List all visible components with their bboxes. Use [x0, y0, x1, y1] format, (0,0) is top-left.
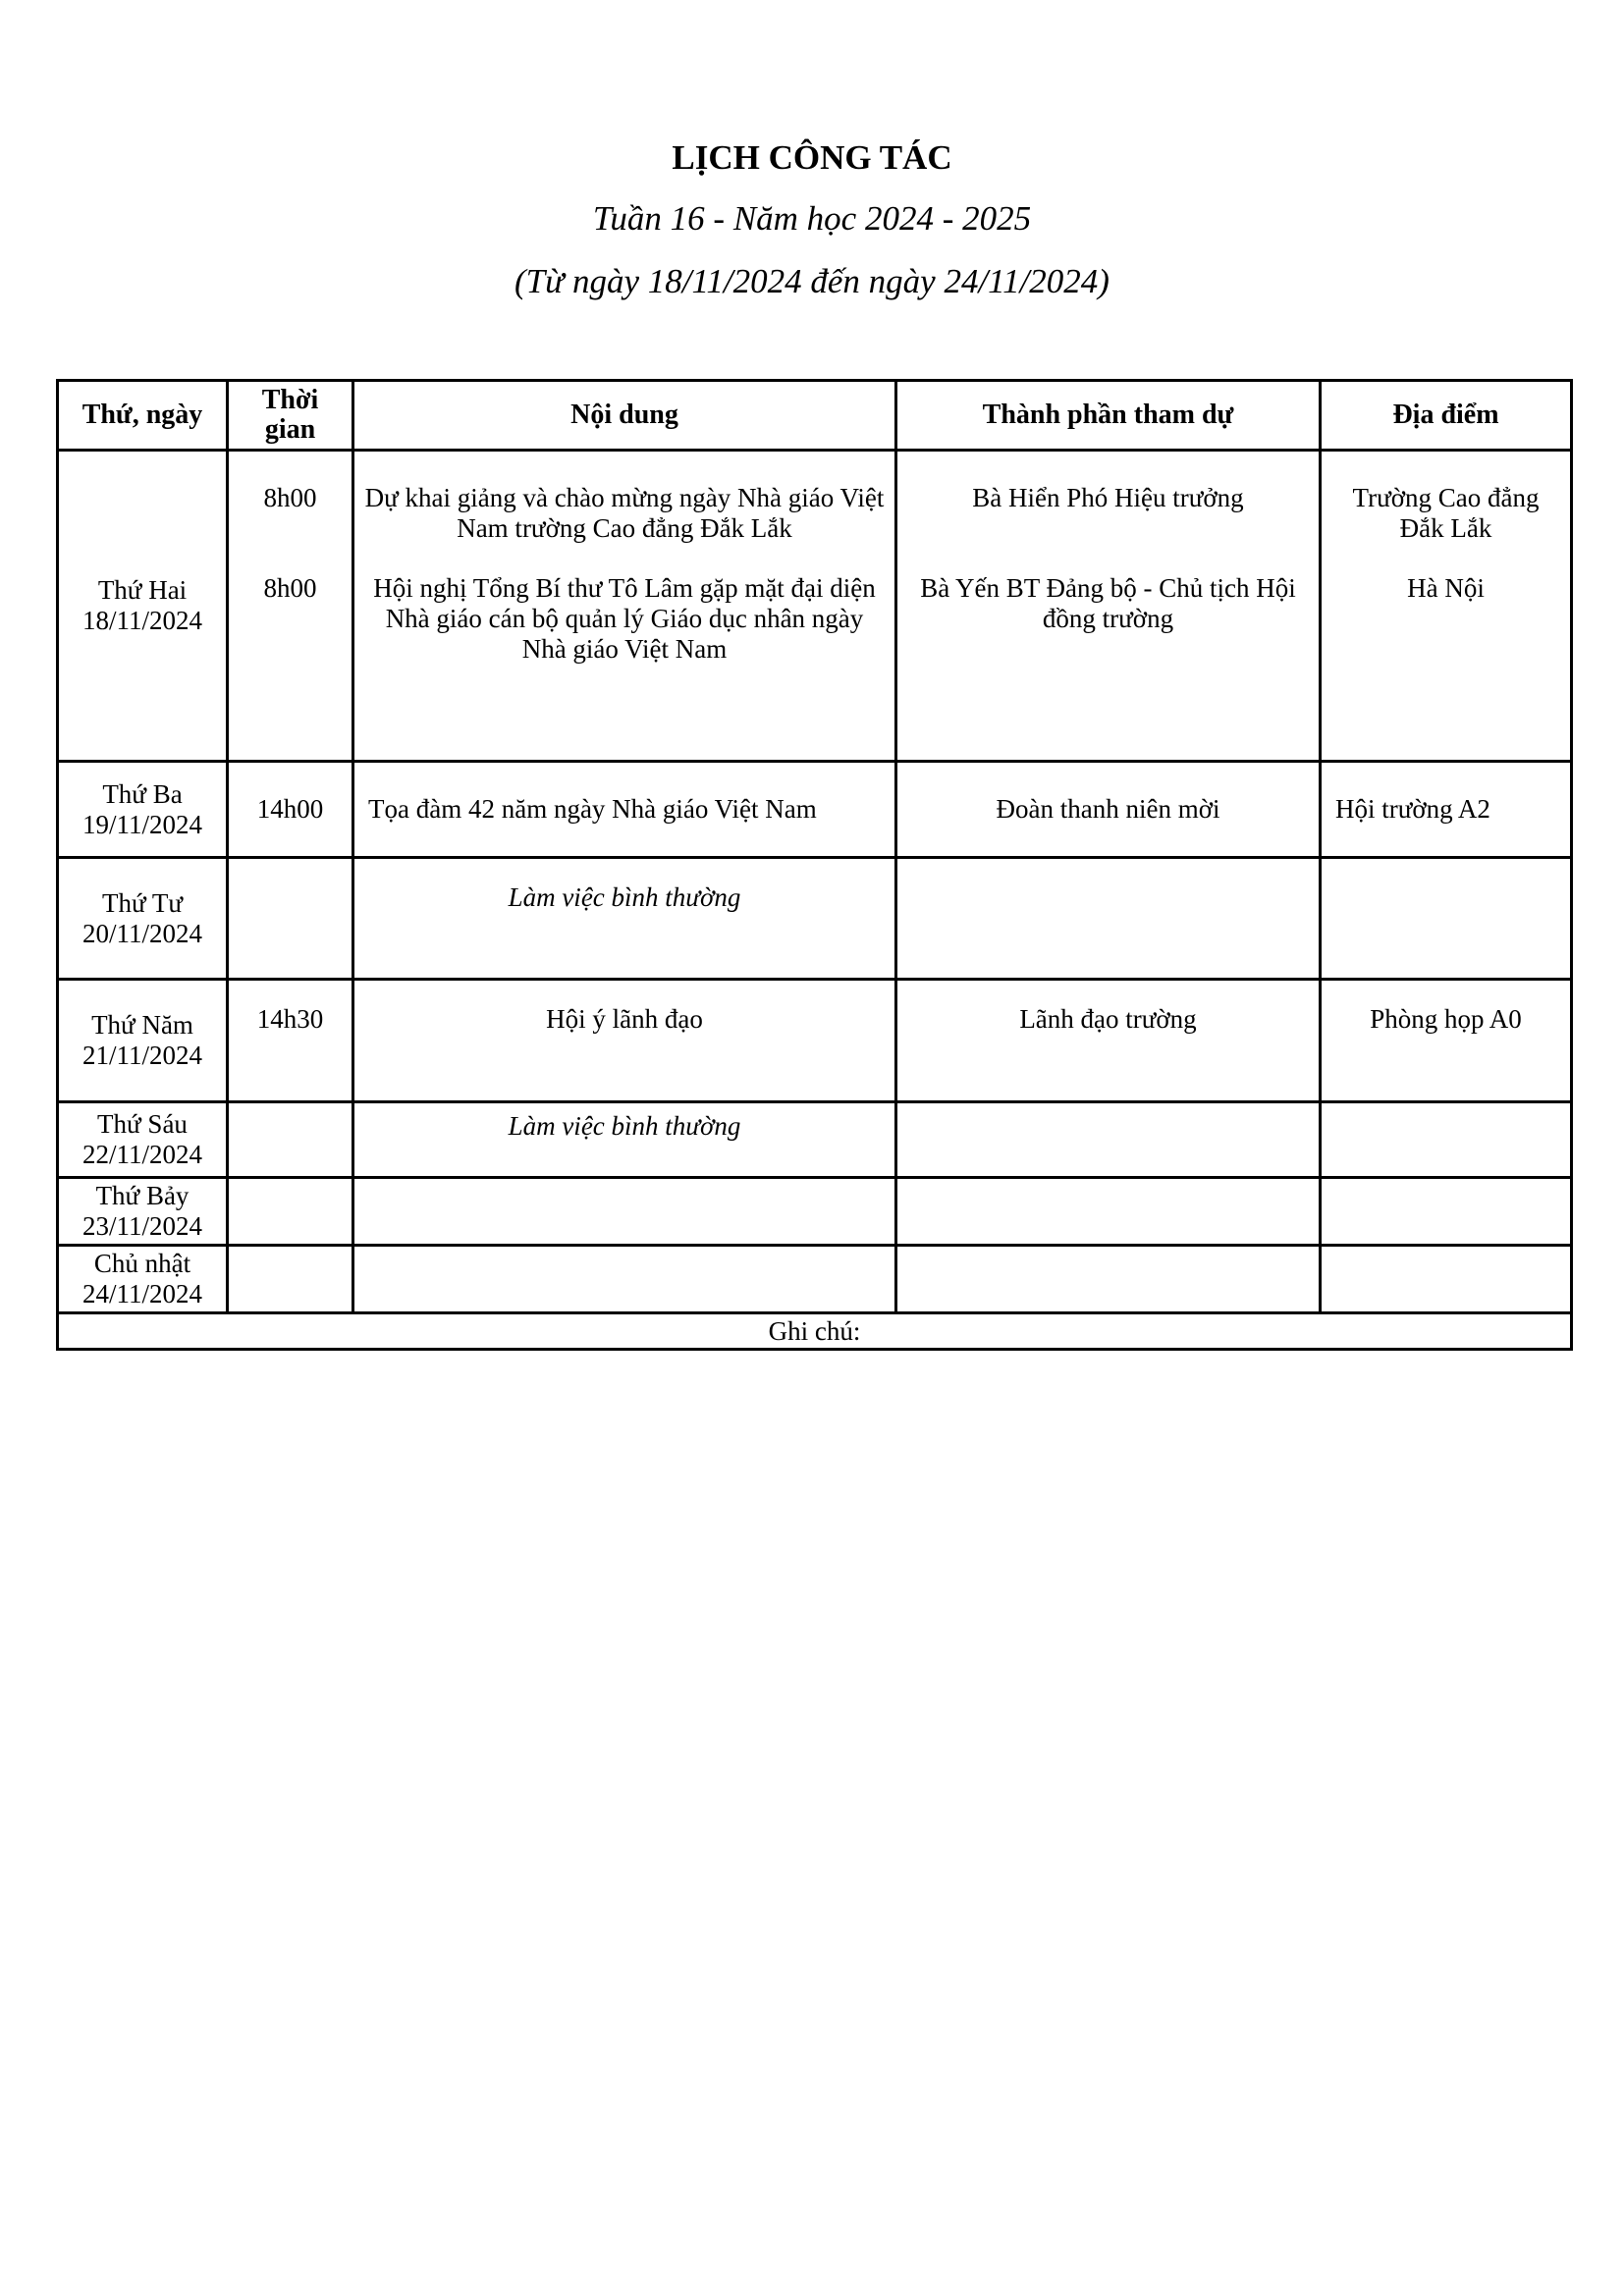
date-range: (Từ ngày 18/11/2024 đến ngày 24/11/2024)	[514, 262, 1110, 300]
day-cell	[58, 762, 228, 858]
content-cell: Hội ý lãnh đạo	[353, 980, 896, 1102]
time-cell: 14h30	[228, 980, 353, 1102]
day-date: 21/11/2024	[81, 1041, 202, 1070]
day-name: Thứ Tư	[101, 887, 183, 918]
content-cell	[353, 1246, 896, 1313]
day-name: Thứ Bảy	[95, 1181, 189, 1210]
day-name: Thứ Năm	[91, 1010, 193, 1040]
content-cell: Làm việc bình thường	[353, 1102, 896, 1178]
day-date: 18/11/2024	[81, 606, 202, 635]
content-cell: Tọa đàm 42 năm ngày Nhà giáo Việt Nam	[353, 762, 896, 858]
day-cell	[58, 1246, 228, 1313]
attendees-cell: Đoàn thanh niên mời	[896, 762, 1321, 858]
attendees-cell	[896, 1246, 1321, 1313]
table-row	[58, 762, 1572, 858]
note-row	[58, 1313, 1572, 1350]
document-subtitle: Tuần 16 - Năm học 2024 - 2025	[592, 199, 1032, 238]
content-cell: Làm việc bình thường	[353, 858, 896, 980]
column-header-time: Thời gian	[228, 381, 353, 451]
day-name: Chủ nhật	[93, 1249, 191, 1278]
attendees-cell: Lãnh đạo trường	[896, 980, 1321, 1102]
day-date: 24/11/2024	[81, 1279, 202, 1308]
content-cell	[353, 1178, 896, 1246]
day-cell	[58, 451, 228, 762]
location-cell	[1321, 1102, 1572, 1178]
day-name: Thứ Ba	[102, 778, 183, 809]
time-cell: 14h00	[228, 762, 353, 858]
table-row	[58, 1178, 1572, 1246]
schedule-table	[56, 379, 1573, 1351]
time-cell	[228, 451, 353, 762]
time-cell	[228, 1178, 353, 1246]
table-row	[58, 858, 1572, 980]
day-date: 22/11/2024	[81, 1140, 202, 1169]
table-row	[58, 451, 1572, 762]
time-cell	[228, 1102, 353, 1178]
table-row	[58, 980, 1572, 1102]
day-name: Thứ Hai	[97, 575, 188, 605]
attendees-cell	[896, 1102, 1321, 1178]
day-cell	[58, 1102, 228, 1178]
table-header-row	[58, 381, 1572, 451]
column-header-attendees: Thành phần tham dự	[896, 381, 1321, 451]
note-label: Ghi chú:	[58, 1313, 1572, 1350]
day-cell	[58, 858, 228, 980]
day-date: 23/11/2024	[81, 1211, 202, 1241]
time-cell	[228, 858, 353, 980]
document-header	[0, 133, 1624, 308]
entry-attendees: Bà Yến BT Đảng bộ - Chủ tịch Hội đồng trường	[920, 573, 1296, 633]
time-cell	[228, 1246, 353, 1313]
entry-time: 8h00	[263, 573, 317, 603]
entry-location: Trường Cao đẳng Đắk Lắk	[1352, 483, 1540, 543]
attendees-cell	[896, 858, 1321, 980]
entry-content: Hội nghị Tổng Bí thư Tô Lâm gặp mặt đại diện Nhà giáo cán bộ quản lý Giáo dục nhân ngày Nhà giáo Việt Nam	[373, 573, 876, 664]
content-cell	[353, 451, 896, 762]
entry-content: Dự khai giảng và chào mừng ngày Nhà giáo Việt Nam trường Cao đẳng Đắk Lắk	[364, 483, 885, 543]
document-title: LỊCH CÔNG TÁC	[672, 138, 952, 177]
day-name: Thứ Sáu	[97, 1109, 188, 1139]
table-row	[58, 1102, 1572, 1178]
column-header-day: Thứ, ngày	[58, 381, 228, 451]
entry-location: Hà Nội	[1407, 573, 1485, 603]
column-header-location: Địa điểm	[1321, 381, 1572, 451]
location-cell	[1321, 451, 1572, 762]
location-cell	[1321, 858, 1572, 980]
location-cell	[1321, 1178, 1572, 1246]
location-cell: Hội trường A2	[1321, 762, 1572, 858]
entry-time: 8h00	[263, 483, 317, 512]
location-cell	[1321, 1246, 1572, 1313]
column-header-content: Nội dung	[353, 381, 896, 451]
day-cell	[58, 1178, 228, 1246]
day-cell	[58, 980, 228, 1102]
attendees-cell	[896, 1178, 1321, 1246]
location-cell: Phòng họp A0	[1321, 980, 1572, 1102]
table-row	[58, 1246, 1572, 1313]
day-date: 19/11/2024	[81, 809, 202, 839]
entry-attendees: Bà Hiển Phó Hiệu trưởng	[972, 483, 1244, 512]
attendees-cell	[896, 451, 1321, 762]
day-date: 20/11/2024	[81, 918, 202, 948]
